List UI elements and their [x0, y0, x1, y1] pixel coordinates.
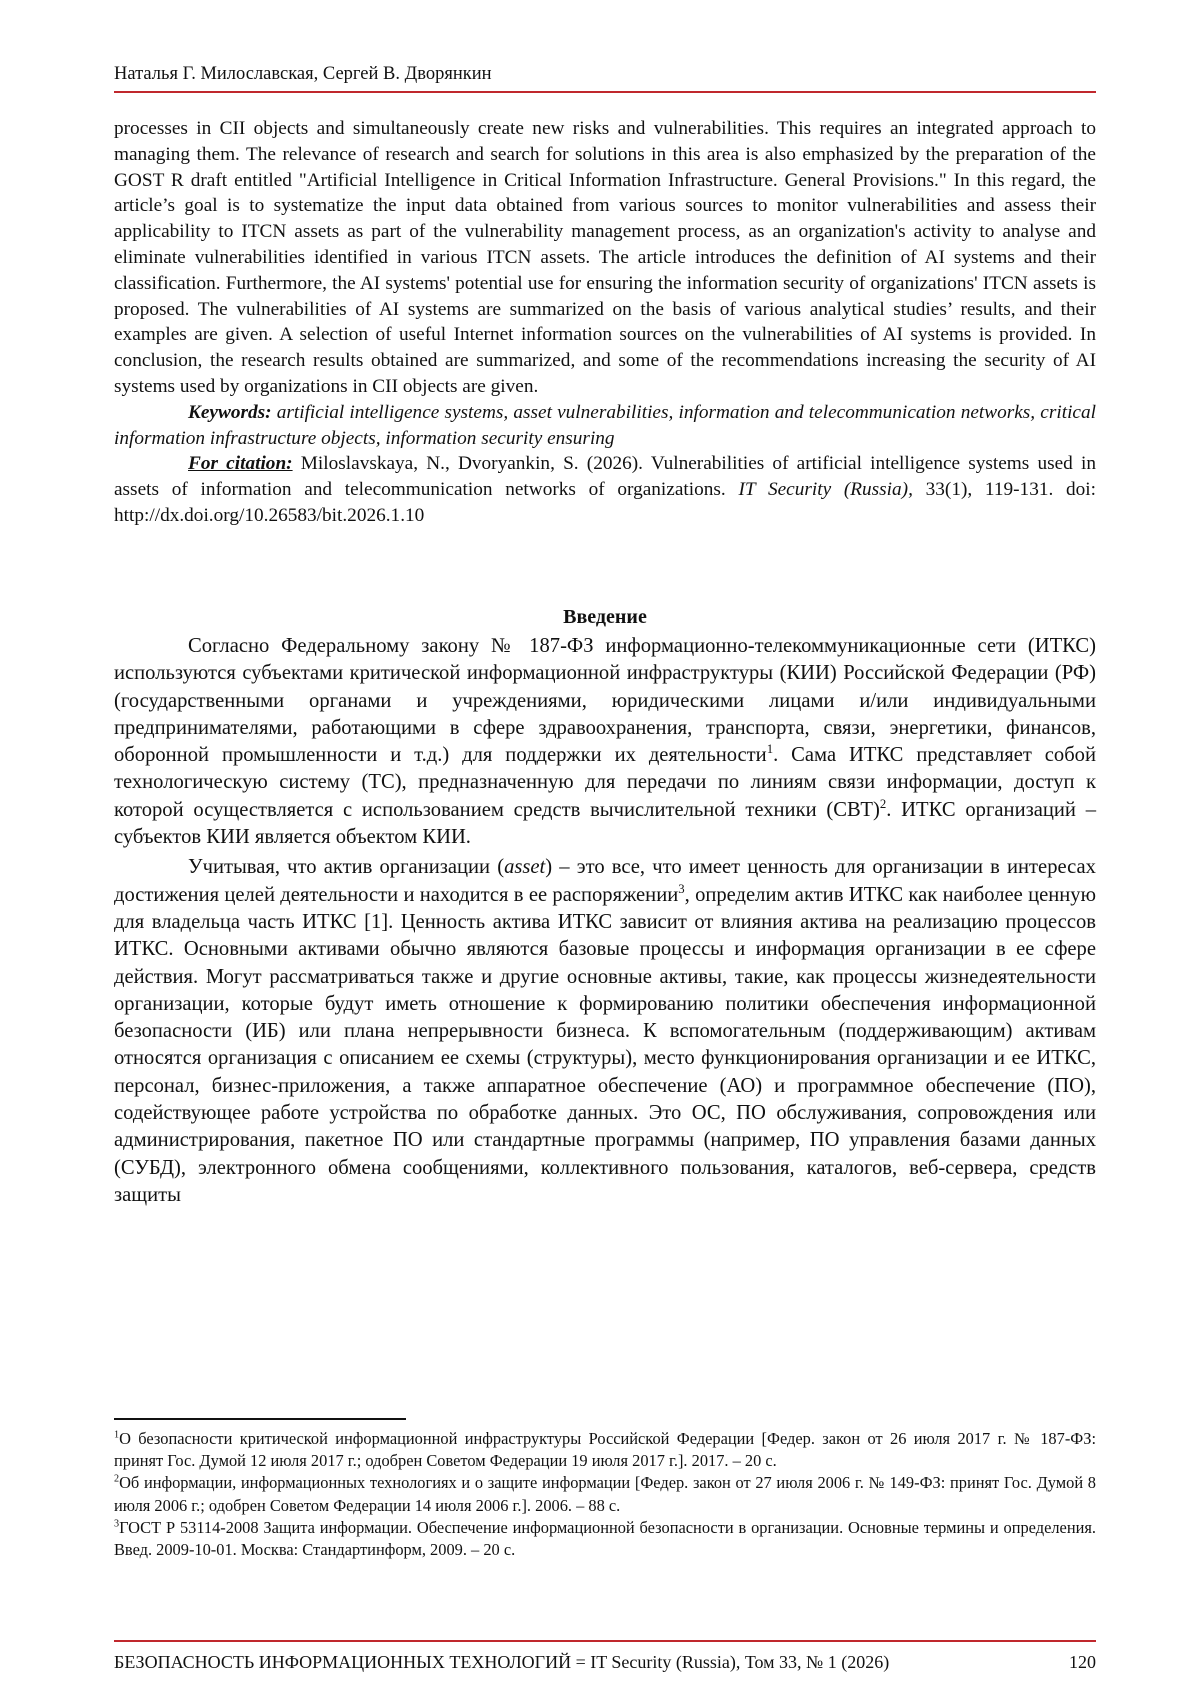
section-title-introduction: Введение — [563, 606, 647, 628]
citation-text-1: Miloslavskaya, N., Dvoryankin, S. (2026). Vulnerabilities of artificial intelligence systems used in assets of information and telecommunication networks of organizations. — [114, 453, 1096, 501]
term-asset: asset — [504, 856, 546, 879]
footnote-text-2: Об информации, информационных технологиях и о защите информации [Федер. закон от 27 июля 2006 г. № 149-ФЗ: принят Гос. Думой 8 июля 2006 г.; одобрен Советом Федерации 14 июля 2006 г.]. 2006. – 88 с. — [114, 1473, 1096, 1515]
intro-p1-text-c: . ИТКС организаций – субъектов КИИ является объектом КИИ. — [114, 798, 1096, 849]
running-header-authors: Наталья Г. Милославская, Сергей В. Дворянкин — [114, 64, 492, 84]
footnote-mark-1: 1 — [114, 1429, 120, 1441]
citation-label: For citation: — [188, 453, 293, 475]
footnotes-block — [114, 1428, 1096, 1561]
intro-p2-text-c: , определим актив ИТКС как наиболее ценную для владельца часть ИТКС [1]. Ценность актива ИТКС зависит от влияния актива на реализацию процессов ИТКС. Основными активами обычно являются базовые процессы и информация организации в ее сфере действия. Могут рассматриваться также и другие основные активы, такие, как процессы жизнедеятельности организации, которые будут иметь отношение к формированию политики обеспечения информационной безопасности (ИБ) или плана непрерывности бизнеса. К вспомогательным (поддерживающим) активам относятся организация с описанием ее схемы (структуры), место функционирования организации и ее ИТКС, персонал, бизнес-приложения, а также аппаратное обеспечение (АО) и программное обеспечение (ПО), содействующее работе устройства по обработке данных. Это ОС, ПО обслуживания, сопровождения или администрирования, пакетное ПО или стандартные программы (например, ПО управления базами данных (СУБД), электронного обмена сообщениями, коллективного пользования, каталогов, веб-сервера, средств защиты — [114, 883, 1096, 1206]
keywords-label: Keywords: — [188, 401, 272, 423]
intro-p1-text-b: . Сама ИТКС представляет собой технологическую систему (ТС), предназначенную для передачи по линиям связи информации, доступ к которой осуществляется с использованием средств вычислительной техники (СВТ) — [114, 744, 1096, 821]
abstract-block — [114, 116, 1096, 529]
keywords-text: artificial intelligence systems, asset vulnerabilities, information and telecommunication networks, critical information infrastructure objects, information security ensuring — [114, 401, 1096, 449]
keywords-paragraph — [114, 400, 1096, 452]
citation-journal: IT Security (Russia), — [738, 479, 913, 501]
abstract-continuation: processes in CII objects and simultaneously create new risks and vulnerabilities. This requires an integrated approach to managing them. The relevance of research and search for solutions in this area is also emphasized by the preparation of the GOST R draft entitled "Artificial Intelligence in Critical Information Infrastructure. General Provisions." In this regard, the article’s goal is to systematize the input data obtained from various sources to monitor vulnerabilities and assess their applicability to ITCN assets as part of the vulnerability management process, as an organization's activity to analyse and eliminate vulnerabilities identified in various ITCN assets. The article introduces the definition of AI systems and their classification. Furthermore, the AI systems' potential use for ensuring the information security of organizations' ITCN assets is proposed. The vulnerabilities of AI systems are summarized on the basis of various analytical studies’ results, and their examples are given. A selection of useful Internet information sources on the vulnerabilities of AI systems is provided. In conclusion, the research results obtained are summarized, and some of the recommendations increasing the security of AI systems used by organizations in CII objects are given. — [114, 118, 1096, 397]
footnote-ref-2[interactable]: 2 — [879, 796, 887, 811]
footnote-text-1: О безопасности критической информационной инфраструктуры Российской Федерации [Федер. закон от 26 июля 2017 г. № 187-ФЗ: принят Гос. Думой 12 июля 2017 г.; одобрен Советом Федерации 19 июля 2017 г.]. 2017. – 20 с. — [114, 1429, 1096, 1471]
footnote-mark-3: 3 — [114, 1518, 120, 1530]
footer-rule — [114, 1640, 1096, 1642]
running-footer-journal: БЕЗОПАСНОСТЬ ИНФОРМАЦИОННЫХ ТЕХНОЛОГИЙ = IT Security (Russia), Том 33, № 1 (2026) — [114, 1652, 890, 1672]
intro-p2-text-b: ) – это все, что имеет ценность для организации в интересах достижения целей деятельности и находится в ее распоряжении — [114, 856, 1096, 906]
intro-p1-text-a: Согласно Федеральному закону № 187-ФЗ информационно-телекоммуникационные сети (ИТКС) используются субъектами критической информационной инфраструктуры (КИИ) Российской Федерации (РФ) (государственными органами и учреждениями, юридическими лицами и/или индивидуальными предпринимателями, работающими в сфере здравоохранения, транспорта, связи, энергетики, финансов, оборонной промышленности и т.д.) для поддержки их деятельности — [114, 635, 1096, 767]
footnote-ref-1[interactable]: 1 — [766, 742, 774, 757]
citation-doi: 33(1), 119-131. doi: http://dx.doi.org/10.26583/bit.2026.1.10 — [114, 479, 1097, 526]
header-rule — [114, 91, 1096, 93]
footnote-ref-3[interactable]: 3 — [678, 881, 685, 896]
footnote-separator — [114, 1418, 406, 1420]
footnote-mark-2: 2 — [114, 1473, 120, 1485]
footnote-1 — [114, 1428, 1096, 1472]
intro-paragraph-2 — [114, 854, 1096, 1209]
footnote-3 — [114, 1517, 1096, 1561]
footnote-2 — [114, 1472, 1096, 1516]
footnote-text-3: ГОСТ Р 53114-2008 Защита информации. Обеспечение информационной безопасности в организации. Основные термины и определения. Введ. 2009-10-01. Москва: Стандартинформ, 2009. – 20 с. — [114, 1517, 1096, 1560]
intro-paragraph-1 — [114, 633, 1096, 851]
citation-paragraph — [114, 451, 1096, 528]
page-number: 120 — [1069, 1652, 1096, 1672]
introduction-body — [114, 633, 1096, 1209]
intro-p2-text-a: Учитывая, что актив организации ( — [188, 856, 505, 879]
